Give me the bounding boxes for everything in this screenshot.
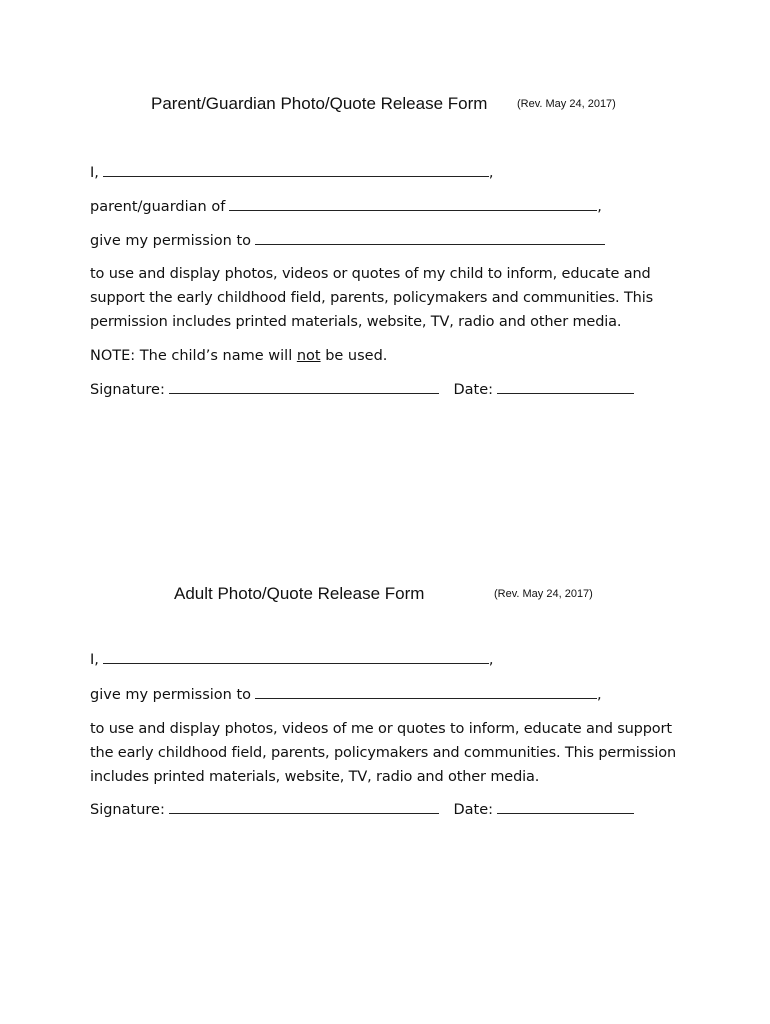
parent-body-line: permission includes printed materials, website, TV, radio and other media. bbox=[90, 314, 622, 330]
parent-signature-field[interactable] bbox=[169, 378, 439, 394]
parent-date-label: Date: bbox=[453, 382, 493, 398]
parent-form-title: Parent/Guardian Photo/Quote Release Form bbox=[151, 94, 488, 113]
adult-permission-row bbox=[90, 683, 602, 707]
adult-permission-field[interactable] bbox=[255, 683, 597, 699]
adult-name-row bbox=[90, 648, 494, 672]
parent-name-row bbox=[90, 161, 494, 185]
adult-name-label: I, bbox=[90, 652, 99, 668]
parent-note bbox=[90, 344, 387, 368]
adult-name-suffix: , bbox=[488, 652, 494, 668]
parent-signature-label: Signature: bbox=[90, 382, 165, 398]
parent-permission-label: give my permission to bbox=[90, 233, 252, 249]
adult-name-field[interactable] bbox=[103, 648, 489, 664]
parent-date-field[interactable] bbox=[497, 378, 634, 394]
parent-body-paragraph bbox=[90, 262, 690, 334]
note-emphasis: not bbox=[296, 348, 321, 364]
parent-permission-row bbox=[90, 229, 605, 253]
parent-permission-field[interactable] bbox=[255, 229, 605, 245]
child-name-label: parent/guardian of bbox=[90, 199, 226, 215]
parent-body-line: support the early childhood field, parents, policymakers and communities. This bbox=[90, 290, 653, 306]
note-prefix: NOTE: The child’s name will bbox=[90, 348, 297, 364]
adult-signature-field[interactable] bbox=[169, 798, 439, 814]
adult-permission-label: give my permission to bbox=[90, 687, 252, 703]
parent-name-label: I, bbox=[90, 165, 99, 181]
child-name-row bbox=[90, 195, 602, 219]
adult-body-line: to use and display photos, videos of me or quotes to inform, educate and support bbox=[90, 721, 672, 737]
adult-permission-suffix: , bbox=[597, 687, 602, 703]
parent-form-header bbox=[0, 94, 770, 118]
adult-date-field[interactable] bbox=[497, 798, 634, 814]
adult-body-line: the early childhood field, parents, policymakers and communities. This permission bbox=[90, 745, 677, 761]
parent-signature-row bbox=[90, 378, 634, 402]
child-name-suffix: , bbox=[597, 199, 602, 215]
parent-body-line: to use and display photos, videos or quotes of my child to inform, educate and bbox=[90, 266, 651, 282]
adult-body-line: includes printed materials, website, TV, radio and other media. bbox=[90, 769, 540, 785]
adult-body-paragraph bbox=[90, 717, 690, 789]
note-suffix: be used. bbox=[320, 348, 388, 364]
parent-form-revision: (Rev. May 24, 2017) bbox=[517, 98, 616, 110]
adult-form-header bbox=[0, 584, 770, 608]
parent-name-field[interactable] bbox=[103, 161, 489, 177]
parent-name-suffix: , bbox=[488, 165, 494, 181]
adult-signature-row bbox=[90, 798, 634, 822]
adult-form-title: Adult Photo/Quote Release Form bbox=[174, 584, 425, 603]
adult-form-revision: (Rev. May 24, 2017) bbox=[494, 588, 593, 600]
child-name-field[interactable] bbox=[229, 195, 597, 211]
adult-date-label: Date: bbox=[453, 802, 493, 818]
adult-signature-label: Signature: bbox=[90, 802, 165, 818]
